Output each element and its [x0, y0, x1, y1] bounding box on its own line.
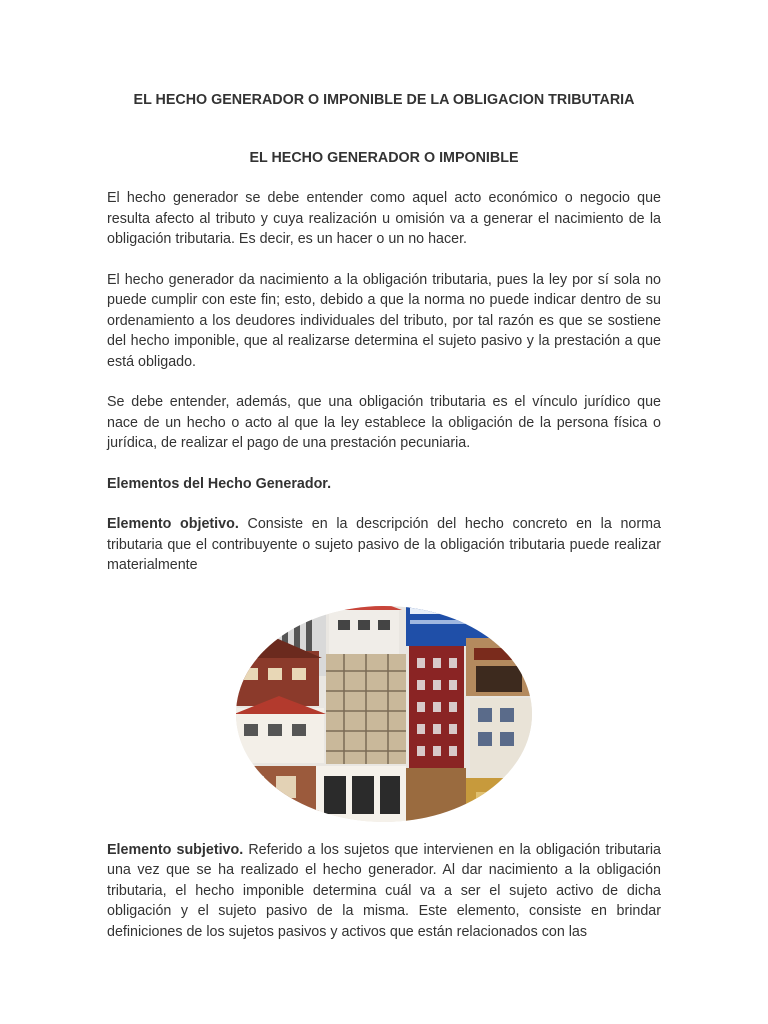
subjective-text: Referido a los sujetos que intervienen en la obligación tributaria una vez que se ha realizado el hecho generador. Al dar nacimiento a la obligación tributaria, el hecho imponible determina cuál va a ser el sujeto activo de dicha obligación y el sujeto pasivo de la misma. Este elemento, consiste en brindar definiciones de los sujetos pasivos y activos que están relacionados con las [107, 841, 661, 940]
elements-heading: Elementos del Hecho Generador. [107, 475, 332, 492]
paragraph-obligation: Se debe entender, además, que una obligación tributaria es el vínculo jurídico que nace de un hecho o acto al que la ley establece la obligación de la persona física o jurídica, de realizar el pago de una prestación pecuniaria. [107, 394, 661, 451]
document-page [107, 88, 661, 942]
objective-text: Consiste en la descripción del hecho concreto en la norma tributaria que el contribuyente o sujeto pasivo de la obligación tributaria puede realizar materialmente [107, 516, 661, 573]
buildings-collage-image [234, 596, 534, 824]
paragraph-definition: El hecho generador se debe entender como aquel acto económico o negocio que resulta afecto al tributo y cuya realización u omisión va a generar el nacimiento de la obligación tributaria. Es decir, es un hacer o un no hacer. [107, 190, 661, 247]
paragraph-origin: El hecho generador da nacimiento a la obligación tributaria, pues la ley por sí sola no puede cumplir con este fin; esto, debido a que la norma no puede indicar dentro de su ordenamiento a los deudores individuales del tributo, por tal razón es que se sostiene del hecho imponible, que al realizarse determina el sujeto pasivo y la prestación a que está obligado. [107, 271, 661, 370]
paragraph-subjective-element [107, 840, 661, 943]
document-title: EL HECHO GENERADOR O IMPONIBLE DE LA OBLIGACION TRIBUTARIA [133, 92, 635, 108]
section-subtitle: EL HECHO GENERADOR O IMPONIBLE [249, 150, 519, 166]
objective-label: Elemento objetivo. [107, 516, 239, 532]
subjective-label: Elemento subjetivo. [107, 841, 244, 858]
paragraph-objective-element [107, 514, 661, 576]
